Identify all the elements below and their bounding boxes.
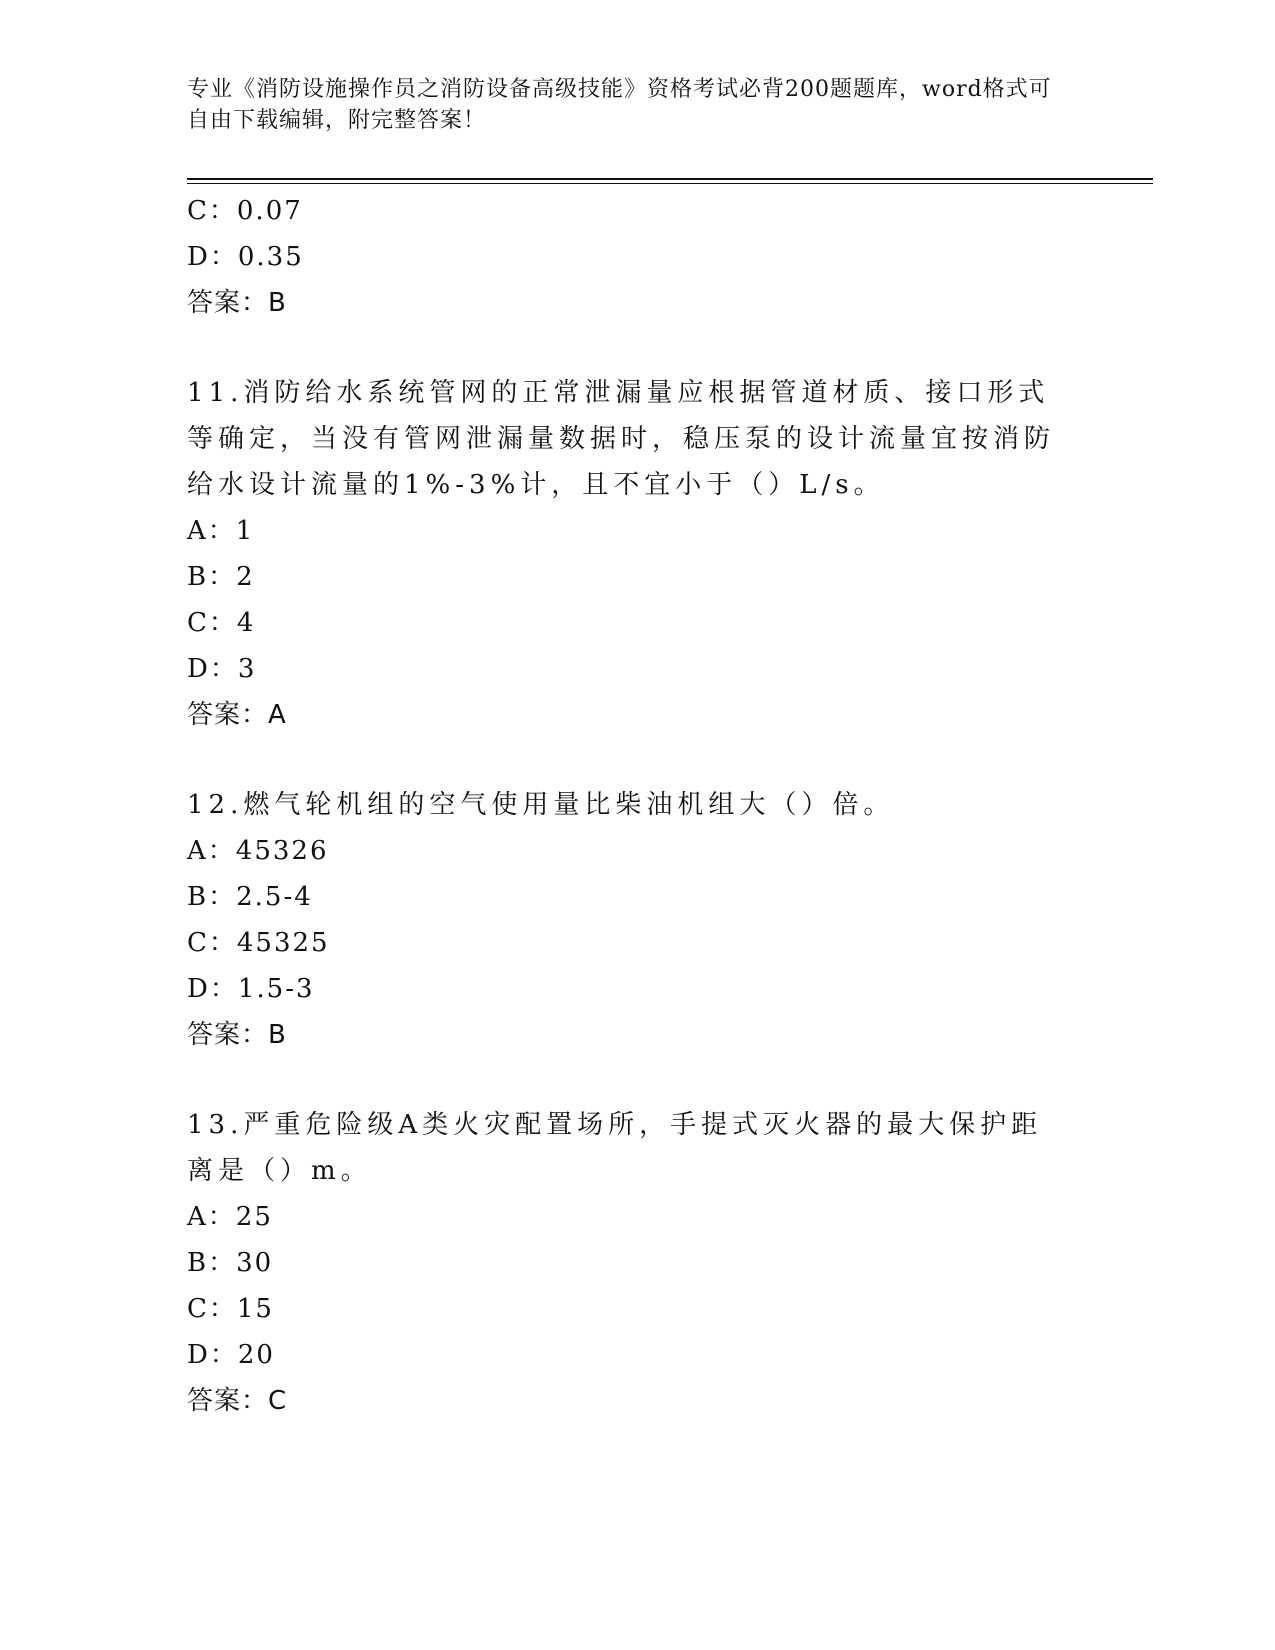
option-c: C：0.07: [187, 196, 303, 226]
option-c: C：15: [187, 1294, 274, 1324]
page-header: 专业《消防设施操作员之消防设备高级技能》资格考试必背200题题库，word格式可自由下载编辑，附完整答案！: [187, 77, 1052, 133]
option-d: D：0.35: [187, 242, 304, 272]
option-b: B：2: [187, 562, 255, 592]
option-a: A：25: [187, 1202, 273, 1232]
question-text: 13.严重危险级A类火灾配置场所，手提式灭火器的最大保护距离是（）m。: [187, 1110, 1043, 1186]
answer-line: 答案：A: [187, 700, 287, 730]
option-c: C：4: [187, 608, 256, 638]
previous-question-tail: [187, 188, 1087, 326]
question-11: [187, 370, 1087, 738]
option-c: C：45325: [187, 928, 330, 958]
option-d: D：1.5-3: [187, 974, 315, 1004]
option-b: B：30: [187, 1248, 274, 1278]
answer-line: 答案：B: [187, 1020, 287, 1050]
header-rule-thick: [187, 178, 1153, 180]
header-rule-thin: [187, 183, 1153, 184]
question-12: [187, 782, 1087, 1058]
option-d: D：20: [187, 1340, 275, 1370]
question-text: 11.消防给水系统管网的正常泄漏量应根据管道材质、接口形式等确定，当没有管网泄漏量数据时，稳压泵的设计流量宜按消防给水设计流量的1%-3%计，且不宜小于（）L/s。: [187, 378, 1056, 500]
option-b: B：2.5-4: [187, 882, 313, 912]
answer-line: 答案：B: [187, 288, 287, 318]
question-13: [187, 1102, 1087, 1424]
option-d: D：3: [187, 654, 257, 684]
option-a: A：45326: [187, 836, 329, 866]
option-a: A：1: [187, 516, 255, 546]
answer-line: 答案：C: [187, 1386, 288, 1416]
question-text: 12.燃气轮机组的空气使用量比柴油机组大（）倍。: [187, 790, 895, 820]
question-list: [187, 188, 1087, 1424]
